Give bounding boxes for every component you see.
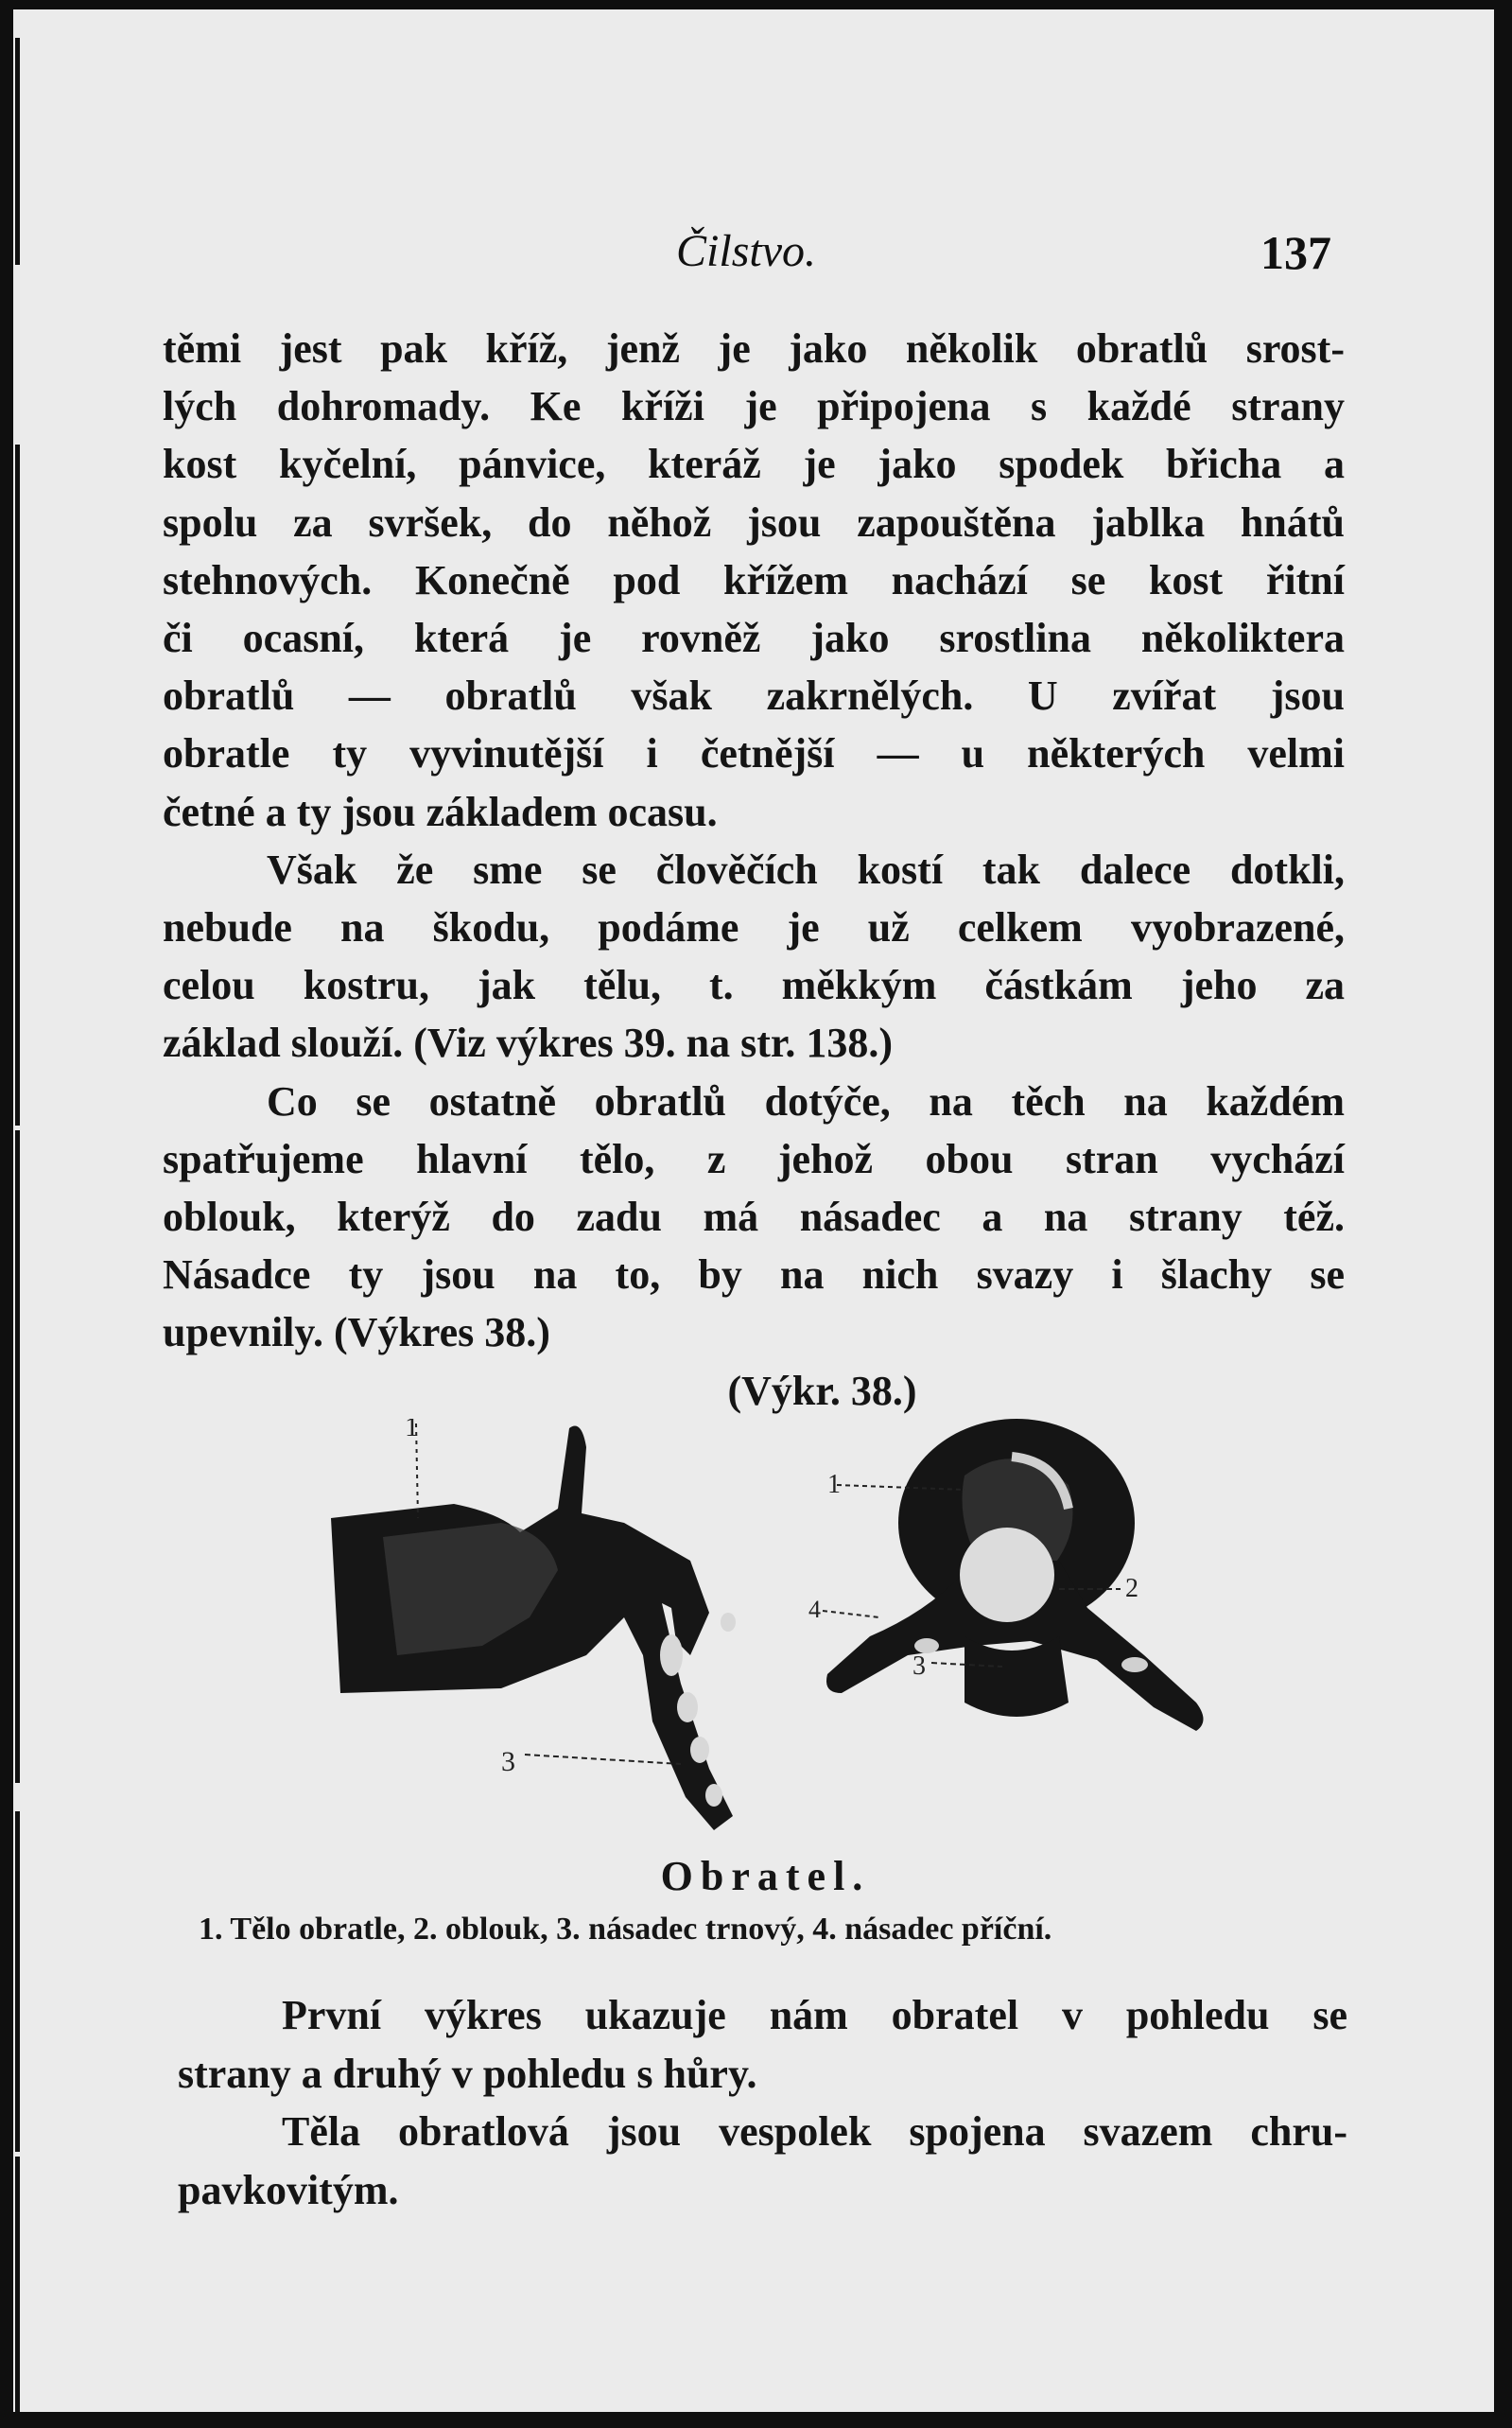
lower-text-block (178, 1986, 1347, 2219)
main-text-block (163, 320, 1345, 1362)
text-line: První výkres ukazuje nám obratel v pohledu se (282, 1992, 1347, 2038)
text-line: Co se ostatně obratlů dotýče, na těch na každém (267, 1077, 1345, 1125)
figure-label: 2 (1125, 1574, 1138, 1603)
text-line: obratlů — obratlů však zakrnělých. U zvířat jsou (163, 673, 1345, 720)
text-line: Násadce ty jsou na to, by na nich svazy i šlachy se (163, 1251, 1345, 1299)
text-line: oblouk, kterýž do zadu má násadec a na strany též. (163, 1194, 1345, 1241)
figure-label: 1 (405, 1419, 419, 1442)
text-line: pavkovitým. (178, 2166, 399, 2213)
binding-edge-mark (15, 445, 20, 1126)
text-line: či ocasní, která je rovněž jako srostlina několiktera (163, 615, 1345, 662)
text-line: těmi jest pak kříž, jenž je jako několik obratlů srost- (163, 325, 1345, 372)
page-number: 137 (1260, 226, 1331, 279)
vertebra-side-view (331, 1424, 736, 1830)
text-line: nebude na škodu, podáme je už celkem vyobrazené, (163, 904, 1345, 952)
vertebra-top-view (823, 1419, 1204, 1731)
figure-legend: 1. Tělo obratle, 2. oblouk, 3. násadec trnový, 4. násadec příční. (199, 1912, 1052, 1947)
text-line: spatřujeme hlavní tělo, z jehož obou stran vychází (163, 1135, 1345, 1182)
text-line: Těla obratlová jsou vespolek spojena svazem chru- (282, 2108, 1347, 2155)
text-line: četné a ty jsou základem ocasu. (163, 788, 718, 835)
figure-reference: (Výkr. 38.) (727, 1368, 917, 1414)
text-line: upevnily. (Výkres 38.) (163, 1309, 550, 1356)
figure-label: 4 (808, 1596, 821, 1623)
text-line: základ slouží. (Viz výkres 39. na str. 138.) (163, 1020, 894, 1067)
running-head (0, 225, 1512, 282)
vertebra-illustration (312, 1419, 1428, 1835)
text-line: obratle ty vyvinutější i četnější — u některých velmi (163, 730, 1345, 777)
text-line: lých dohromady. Ke kříži je připojena s každé strany (163, 383, 1345, 430)
binding-edge-mark (15, 1130, 20, 1783)
text-line: Však že sme se člověčích kostí tak dalece dotkli, (267, 846, 1345, 893)
text-line: strany a druhý v pohledu s hůry. (178, 2050, 757, 2097)
text-line: stehnových. Konečně pod křížem nachází se kost řitní (163, 556, 1345, 603)
text-line: kost kyčelní, pánvice, kteráž je jako spodek břicha a (163, 441, 1345, 488)
binding-edge-mark (15, 2157, 20, 2412)
figure-label: 1 (827, 1470, 841, 1499)
running-head-title: Čilstvo. (676, 226, 817, 276)
figure-label: 3 (501, 1746, 515, 1777)
text-line: spolu za svršek, do něhož jsou zapouštěna jablka hnátů (163, 498, 1345, 546)
text-line: celou kostru, jak tělu, t. měkkým částkám jeho za (163, 962, 1345, 1009)
figure-title: Obratel. (660, 1853, 871, 1899)
figure-label: 3 (912, 1651, 926, 1681)
